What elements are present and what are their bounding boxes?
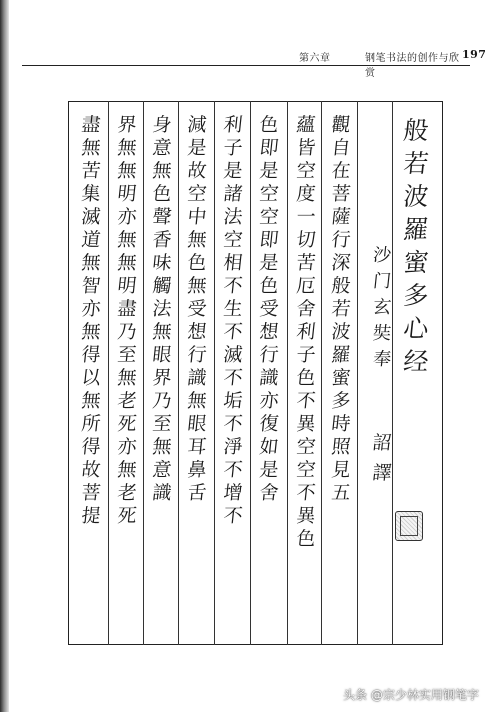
author-character: 奉 [371, 349, 393, 370]
text-character: 無 [116, 229, 138, 251]
author-line [365, 243, 399, 373]
text-character: 深 [330, 252, 352, 274]
title-character: 羅 [401, 215, 431, 244]
text-character: 提 [80, 505, 102, 527]
text-column [252, 114, 286, 505]
text-character: 空 [295, 436, 317, 458]
text-character: 耳 [186, 436, 208, 458]
text-character: 滅 [80, 206, 102, 228]
text-character: 空 [295, 459, 317, 481]
text-character: 子 [295, 344, 317, 366]
text-character: 色 [258, 114, 280, 136]
text-character: 空 [258, 206, 280, 228]
text-character: 中 [186, 206, 208, 228]
text-character: 法 [222, 206, 244, 228]
text-column [289, 114, 323, 551]
text-character: 無 [116, 160, 138, 182]
text-character: 不 [222, 505, 244, 527]
text-character: 死 [116, 505, 138, 527]
text-character: 香 [151, 229, 173, 251]
text-character: 滅 [222, 344, 244, 366]
binding-shadow [0, 0, 9, 712]
text-character: 至 [151, 413, 173, 435]
text-character: 見 [330, 459, 352, 481]
text-character: 增 [222, 482, 244, 504]
text-character: 不 [222, 275, 244, 297]
text-character: 故 [80, 459, 102, 481]
text-character: 在 [330, 160, 352, 182]
text-character: 異 [295, 505, 317, 527]
text-character: 無 [151, 160, 173, 182]
text-character: 識 [258, 367, 280, 389]
author-character: 玄 [371, 297, 393, 318]
text-character: 空 [258, 183, 280, 205]
text-character: 想 [186, 321, 208, 343]
text-character: 所 [80, 413, 102, 435]
text-character: 道 [80, 229, 102, 251]
text-character: 空 [186, 183, 208, 205]
text-character: 諸 [222, 183, 244, 205]
running-header [22, 48, 487, 79]
text-character: 無 [151, 321, 173, 343]
text-character: 不 [295, 390, 317, 412]
text-character: 受 [186, 298, 208, 320]
text-character: 不 [222, 413, 244, 435]
text-character: 明 [116, 183, 138, 205]
text-character: 鼻 [186, 459, 208, 481]
text-character: 無 [186, 229, 208, 251]
text-character: 亦 [258, 390, 280, 412]
text-character: 生 [222, 298, 244, 320]
text-character: 減 [186, 114, 208, 136]
title-character: 多 [401, 281, 431, 310]
text-character: 無 [80, 321, 102, 343]
text-character: 無 [116, 137, 138, 159]
text-character: 色 [295, 367, 317, 389]
page-number: 197 [462, 48, 487, 61]
text-column [180, 114, 214, 505]
text-character: 時 [330, 413, 352, 435]
text-character: 觸 [151, 275, 173, 297]
text-character: 利 [222, 114, 244, 136]
text-character: 無 [151, 436, 173, 458]
text-character: 不 [295, 482, 317, 504]
text-character: 乃 [116, 321, 138, 343]
text-character: 盡 [116, 298, 138, 320]
text-character: 識 [186, 367, 208, 389]
text-character: 多 [330, 390, 352, 412]
text-character: 眼 [186, 413, 208, 435]
text-character: 聲 [151, 206, 173, 228]
text-character: 異 [295, 413, 317, 435]
text-character: 即 [258, 229, 280, 251]
text-character: 不 [222, 321, 244, 343]
column-rule [108, 101, 109, 645]
text-column [74, 114, 108, 528]
text-character: 是 [258, 160, 280, 182]
text-character: 薩 [330, 206, 352, 228]
text-character: 界 [151, 367, 173, 389]
text-character: 乃 [151, 390, 173, 412]
text-character: 得 [80, 436, 102, 458]
text-character: 無 [186, 390, 208, 412]
author-character: 奘 [371, 323, 393, 344]
text-character: 觀 [330, 114, 352, 136]
text-character: 自 [330, 137, 352, 159]
text-character: 切 [295, 229, 317, 251]
title-character: 般 [401, 116, 431, 145]
chapter-subtitle: 钢笔书法的创作与欣赏 [365, 53, 460, 79]
text-character: 受 [258, 298, 280, 320]
seal-stamp-icon [395, 511, 423, 541]
text-character: 亦 [80, 298, 102, 320]
text-character: 般 [330, 275, 352, 297]
text-character: 皆 [295, 137, 317, 159]
text-character: 不 [222, 459, 244, 481]
text-character: 如 [258, 436, 280, 458]
title-character: 若 [401, 149, 431, 178]
text-character: 老 [116, 482, 138, 504]
text-character: 淨 [222, 436, 244, 458]
text-character: 無 [186, 275, 208, 297]
text-character: 是 [222, 160, 244, 182]
translator-character: 譯 [371, 462, 393, 484]
text-character: 識 [151, 482, 173, 504]
text-character: 照 [330, 436, 352, 458]
text-column [145, 114, 179, 505]
column-rule [214, 101, 215, 645]
text-character: 五 [330, 482, 352, 504]
column-rule [250, 101, 251, 645]
title-character: 蜜 [401, 248, 431, 277]
text-character: 智 [80, 275, 102, 297]
text-character: 一 [295, 206, 317, 228]
text-character: 苦 [295, 252, 317, 274]
text-character: 利 [295, 321, 317, 343]
text-character: 垢 [222, 390, 244, 412]
text-character: 身 [151, 114, 173, 136]
text-character: 舍 [295, 298, 317, 320]
text-character: 無 [80, 137, 102, 159]
text-character: 色 [186, 252, 208, 274]
text-character: 死 [116, 413, 138, 435]
text-character: 眼 [151, 344, 173, 366]
text-character: 復 [258, 413, 280, 435]
text-character: 空 [295, 160, 317, 182]
text-character: 子 [222, 137, 244, 159]
text-character: 行 [258, 344, 280, 366]
title-character: 心 [401, 314, 431, 343]
text-character: 即 [258, 137, 280, 159]
text-column [110, 114, 144, 528]
header-rule [22, 65, 470, 66]
translator-character: 詔 [371, 432, 393, 454]
column-rule [392, 101, 393, 645]
translator-note [365, 428, 399, 488]
title-character: 波 [401, 182, 431, 211]
text-character: 厄 [295, 275, 317, 297]
text-character: 得 [80, 344, 102, 366]
column-rule [287, 101, 288, 645]
text-character: 亦 [116, 206, 138, 228]
text-character: 集 [80, 183, 102, 205]
text-character: 無 [116, 459, 138, 481]
text-character: 想 [258, 321, 280, 343]
text-character: 苦 [80, 160, 102, 182]
sutra-title [399, 114, 433, 378]
text-character: 故 [186, 160, 208, 182]
text-character: 菩 [330, 183, 352, 205]
text-character: 相 [222, 252, 244, 274]
text-character: 無 [80, 390, 102, 412]
text-character: 盡 [80, 114, 102, 136]
text-character: 若 [330, 298, 352, 320]
text-character: 舌 [186, 482, 208, 504]
watermark-text: 头条 @宗少林实用钢笔字 [343, 687, 479, 702]
watermark [343, 684, 479, 704]
text-character: 菩 [80, 482, 102, 504]
text-character: 色 [151, 183, 173, 205]
text-character: 以 [80, 367, 102, 389]
text-character: 亦 [116, 436, 138, 458]
text-column [324, 114, 358, 505]
text-character: 行 [330, 229, 352, 251]
text-character: 波 [330, 321, 352, 343]
text-character: 明 [116, 275, 138, 297]
text-character: 無 [80, 252, 102, 274]
text-character: 度 [295, 183, 317, 205]
title-character: 经 [401, 347, 431, 376]
text-character: 老 [116, 390, 138, 412]
text-character: 意 [151, 137, 173, 159]
chapter-label: 第六章 [299, 53, 331, 64]
text-character: 蜜 [330, 367, 352, 389]
text-character: 蘊 [295, 114, 317, 136]
text-character: 是 [258, 459, 280, 481]
text-character: 行 [186, 344, 208, 366]
text-character: 不 [222, 367, 244, 389]
text-column [216, 114, 250, 528]
text-character: 無 [116, 252, 138, 274]
text-character: 無 [116, 367, 138, 389]
text-character: 至 [116, 344, 138, 366]
text-character: 舍 [258, 482, 280, 504]
text-character: 羅 [330, 344, 352, 366]
author-character: 沙 [371, 245, 393, 266]
text-character: 色 [258, 275, 280, 297]
text-character: 是 [258, 252, 280, 274]
text-character: 是 [186, 137, 208, 159]
text-character: 法 [151, 298, 173, 320]
text-character: 界 [116, 114, 138, 136]
text-character: 空 [222, 229, 244, 251]
author-character: 门 [371, 271, 393, 292]
text-character: 意 [151, 459, 173, 481]
text-character: 色 [295, 528, 317, 550]
text-character: 味 [151, 252, 173, 274]
